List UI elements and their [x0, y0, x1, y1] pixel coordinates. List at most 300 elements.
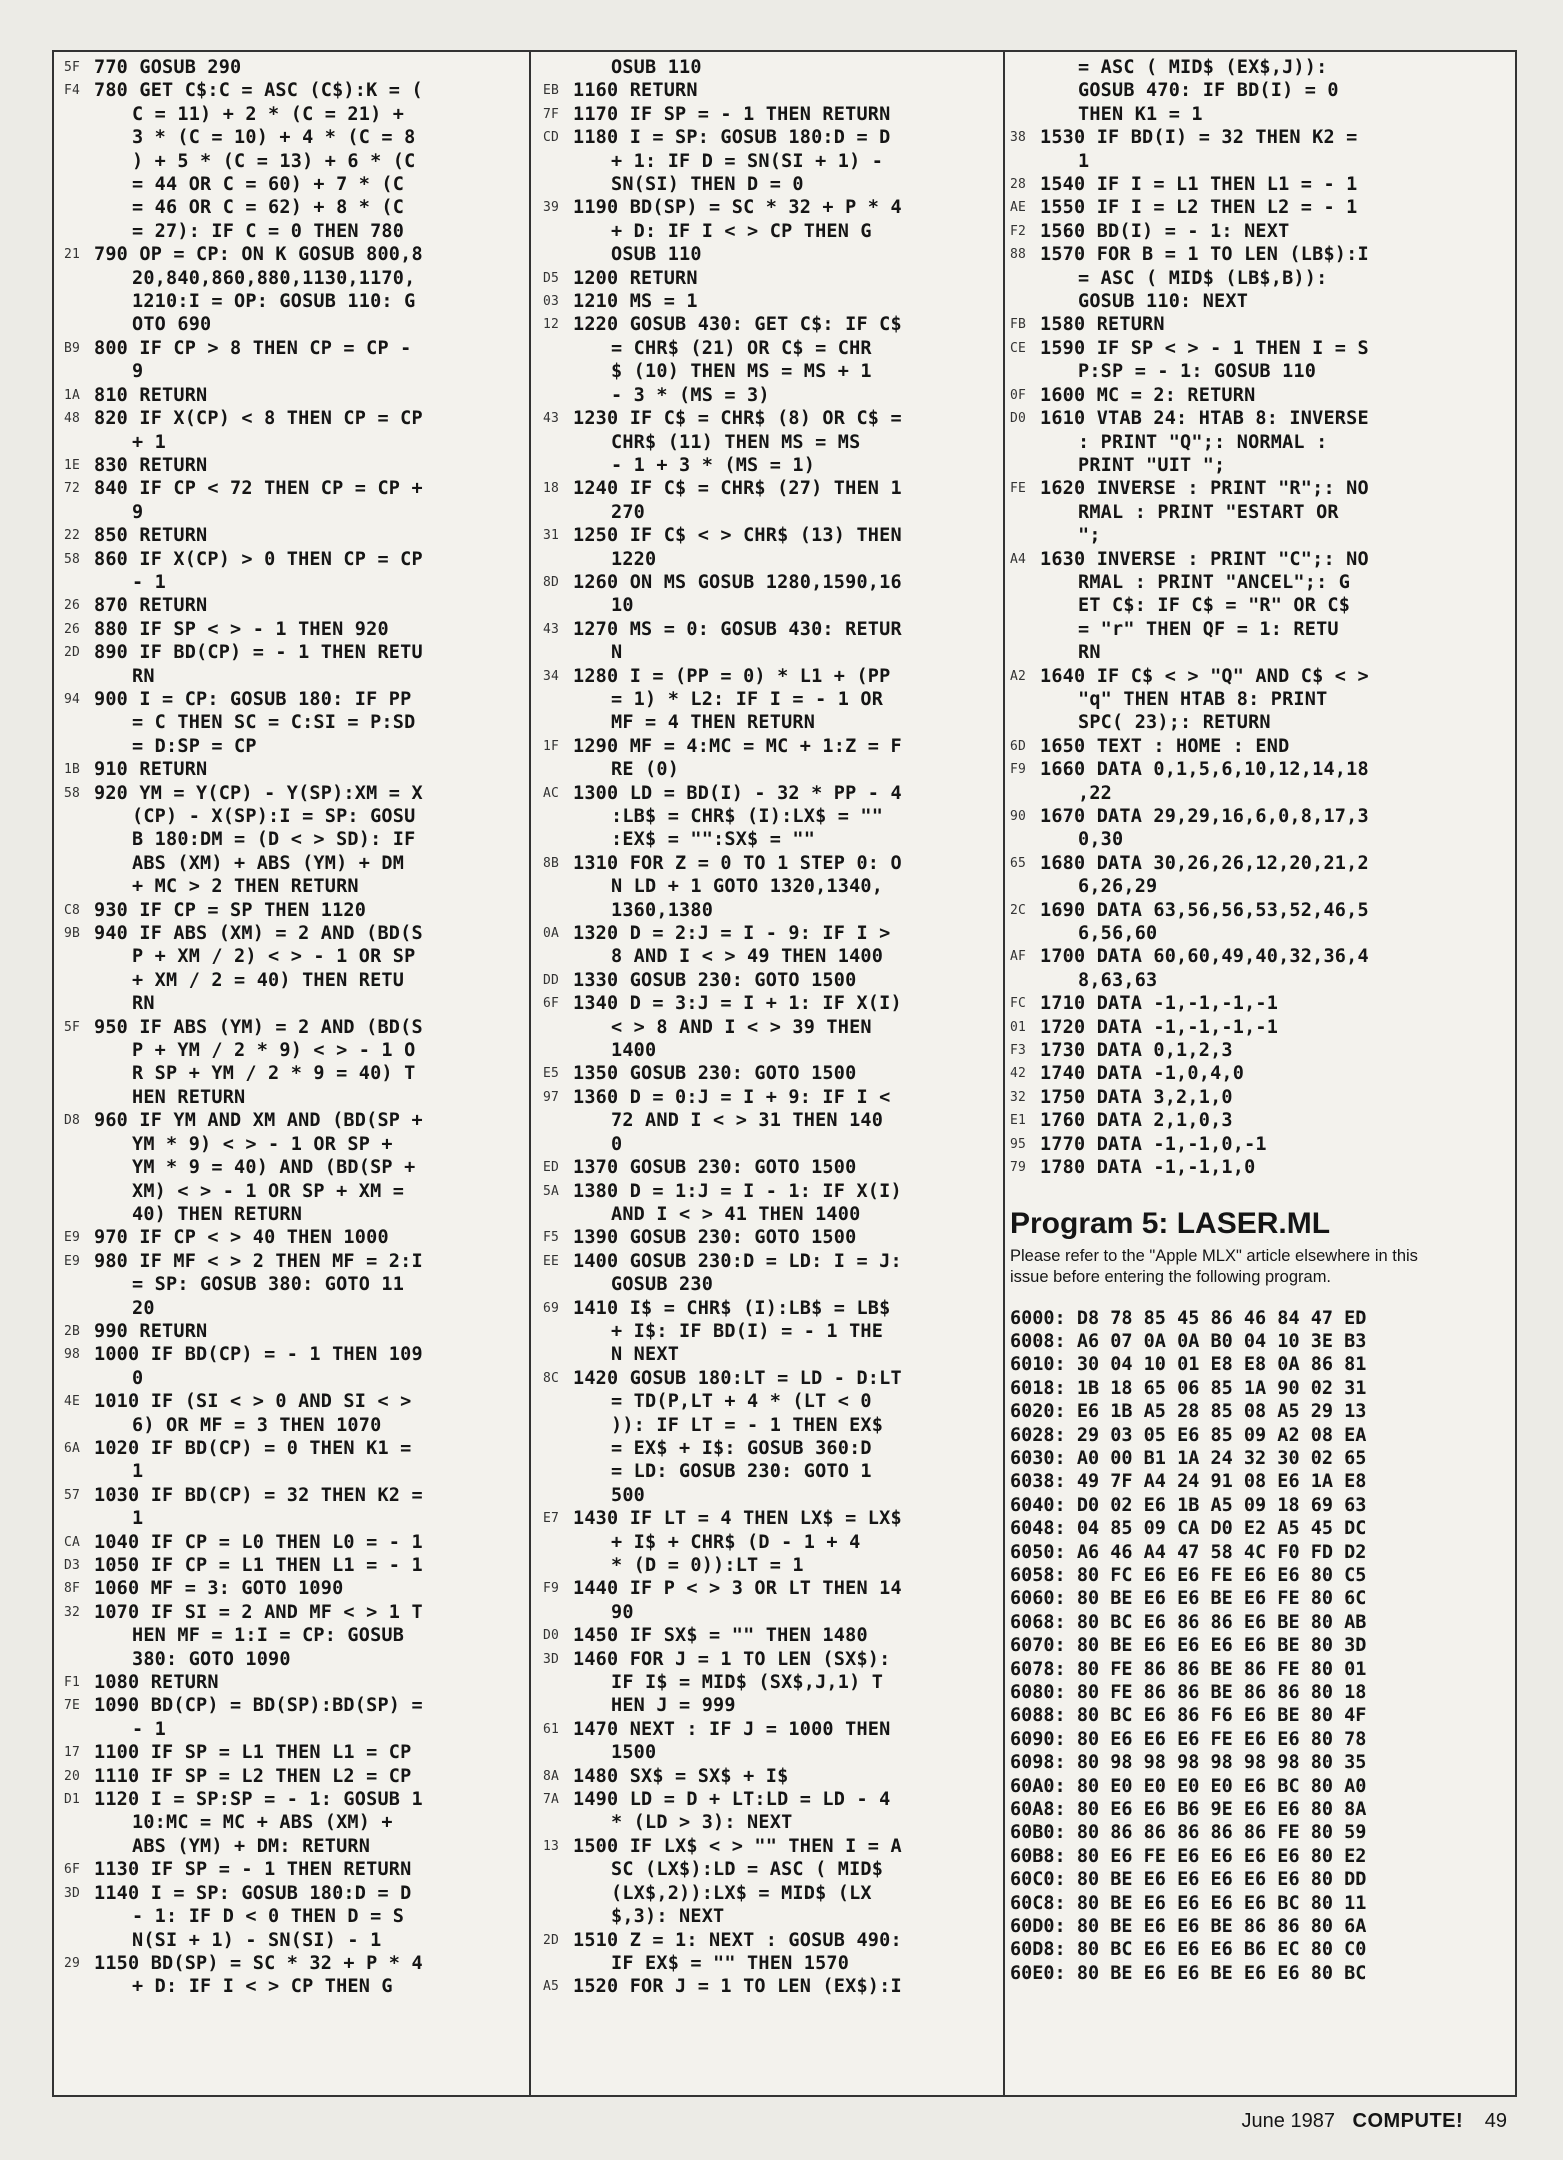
code-line	[64, 1226, 518, 1249]
checksum: CD	[543, 130, 560, 146]
code-line	[64, 641, 518, 664]
code-text: 1500 IF LX$ < > "" THEN I = A	[573, 1835, 902, 1857]
checksum: FC	[1010, 996, 1027, 1012]
code-text: 9	[132, 501, 144, 523]
code-text: 1140 I = SP: GOSUB 180:D = D	[94, 1882, 412, 1904]
code-text: : PRINT "Q";: NORMAL :	[1078, 431, 1328, 453]
code-line	[543, 79, 999, 102]
code-line	[64, 1203, 518, 1226]
code-text: 910 RETURN	[94, 759, 208, 781]
checksum: 88	[1010, 247, 1027, 263]
code-text: 1130 IF SP = - 1 THEN RETURN	[94, 1859, 412, 1881]
code-text: 960 IF YM AND XM AND (BD(SP +	[94, 1110, 423, 1132]
code-line	[1010, 711, 1516, 734]
checksum: 31	[543, 528, 560, 544]
code-line	[64, 1694, 518, 1717]
code-text: 1030 IF BD(CP) = 32 THEN K2 =	[94, 1484, 423, 1506]
code-line	[64, 1062, 518, 1085]
checksum: E9	[64, 1253, 81, 1269]
checksum: E7	[543, 1511, 560, 1527]
checksum: 95	[1010, 1136, 1027, 1152]
code-line	[64, 79, 518, 102]
code-line	[543, 688, 999, 711]
code-text: 1350 GOSUB 230: GOTO 1500	[573, 1063, 857, 1085]
hex-line: 60A0: 80 E0 E0 E0 E0 E6 BC 80 A0	[1010, 1775, 1367, 1797]
code-line	[543, 618, 999, 641]
code-text: 1210 MS = 1	[573, 291, 698, 313]
code-line	[64, 875, 518, 898]
code-line	[543, 735, 999, 758]
code-line	[1010, 735, 1516, 758]
code-line	[64, 173, 518, 196]
code-line	[543, 1671, 999, 1694]
code-text: 1450 IF SX$ = "" THEN 1480	[573, 1625, 868, 1647]
checksum: AC	[543, 785, 560, 801]
code-line	[64, 1437, 518, 1460]
code-line	[64, 665, 518, 688]
code-line	[543, 1694, 999, 1717]
code-text: 1100 IF SP = L1 THEN L1 = CP	[94, 1742, 412, 1764]
code-line	[64, 922, 518, 945]
code-text: 1320 D = 2:J = I - 9: IF I >	[573, 923, 891, 945]
checksum: 8C	[543, 1370, 560, 1386]
code-line	[543, 1507, 999, 1530]
column-divider	[1003, 50, 1005, 2097]
code-text: IF I$ = MID$ (SX$,J,1) T	[611, 1672, 884, 1694]
code-text: 1470 NEXT : IF J = 1000 THEN	[573, 1718, 891, 1740]
code-line	[1010, 618, 1516, 641]
code-line	[543, 594, 999, 617]
code-text: 1170 IF SP = - 1 THEN RETURN	[573, 103, 891, 125]
code-line	[543, 969, 999, 992]
code-text: 1050 IF CP = L1 THEN L1 = - 1	[94, 1555, 423, 1576]
checksum: 98	[64, 1347, 81, 1363]
code-line	[543, 1741, 999, 1764]
checksum: D0	[543, 1628, 560, 1644]
code-text: 1570 FOR B = 1 TO LEN (LB$):I	[1040, 244, 1369, 266]
code-text: 1220	[611, 548, 657, 570]
code-line	[64, 1320, 518, 1343]
code-line	[543, 782, 999, 805]
code-text: THEN K1 = 1	[1078, 103, 1203, 125]
checksum: 43	[543, 411, 560, 427]
code-text: + D: IF I < > CP THEN G	[132, 1976, 393, 1998]
code-line	[543, 103, 999, 126]
code-text: N(SI + 1) - SN(SI) - 1	[132, 1929, 382, 1951]
code-text: N LD + 1 GOTO 1320,1340,	[611, 876, 884, 898]
code-text: 1530 IF BD(I) = 32 THEN K2 =	[1040, 127, 1358, 149]
code-text: XM) < > - 1 OR SP + XM =	[132, 1180, 405, 1202]
checksum: FB	[1010, 317, 1027, 333]
code-line	[64, 150, 518, 173]
code-line	[1010, 360, 1516, 383]
checksum: 43	[543, 621, 560, 637]
code-line	[64, 688, 518, 711]
code-line	[1010, 852, 1516, 875]
code-line	[543, 1226, 999, 1249]
checksum: 69	[543, 1300, 560, 1316]
code-line	[64, 1905, 518, 1928]
checksum: F5	[543, 1230, 560, 1246]
code-text: 1110 IF SP = L2 THEN L2 = CP	[94, 1765, 412, 1787]
code-line	[543, 1203, 999, 1226]
code-line	[64, 477, 518, 500]
code-line	[1010, 313, 1516, 336]
checksum: 94	[64, 691, 81, 707]
code-text: 1430 IF LT = 4 THEN LX$ = LX$	[573, 1508, 902, 1530]
code-text: GOSUB 230	[611, 1274, 714, 1296]
code-line	[1010, 805, 1516, 828]
code-line	[64, 782, 518, 805]
code-text: 820 IF X(CP) < 8 THEN CP = CP	[94, 408, 423, 430]
code-line	[1010, 243, 1516, 266]
code-text: ,22	[1078, 782, 1113, 804]
code-line	[64, 1765, 518, 1788]
code-text: 900 I = CP: GOSUB 180: IF PP	[94, 688, 412, 710]
checksum: 13	[543, 1838, 560, 1854]
checksum: C8	[64, 902, 81, 918]
code-text: 1370 GOSUB 230: GOTO 1500	[573, 1157, 857, 1179]
code-line	[64, 1039, 518, 1062]
code-text: 1070 IF SI = 2 AND MF < > 1 T	[94, 1601, 423, 1623]
code-text: - 1 + 3 * (MS = 1)	[611, 454, 816, 476]
code-line	[64, 501, 518, 524]
checksum: CA	[64, 1534, 81, 1550]
code-line	[543, 1952, 999, 1975]
code-text: 930 IF CP = SP THEN 1120	[94, 899, 367, 921]
code-text: 770 GOSUB 290	[94, 57, 242, 78]
code-text: 1150 BD(SP) = SC * 32 + P * 4	[94, 1952, 423, 1974]
code-text: 1410 I$ = CHR$ (I):LB$ = LB$	[573, 1297, 891, 1319]
code-line	[1010, 524, 1516, 547]
code-text: 1340 D = 3:J = I + 1: IF X(I)	[573, 993, 902, 1015]
code-line	[64, 290, 518, 313]
code-text: 20	[132, 1297, 155, 1319]
code-text: + XM / 2 = 40) THEN RETU	[132, 969, 405, 991]
hex-line: 6008: A6 07 0A 0A B0 04 10 3E B3	[1010, 1330, 1367, 1352]
code-line	[64, 1858, 518, 1881]
code-text: 0	[611, 1133, 623, 1155]
code-text: 1480 SX$ = SX$ + I$	[573, 1765, 789, 1787]
checksum: 20	[64, 1768, 81, 1784]
code-text: RN	[1078, 642, 1101, 664]
code-text: SC (LX$):LD = ASC ( MID$	[611, 1859, 884, 1881]
code-line	[64, 1414, 518, 1437]
code-line	[64, 618, 518, 641]
code-text: 1000 IF BD(CP) = - 1 THEN 109	[94, 1344, 423, 1366]
code-text: HEN J = 999	[611, 1695, 736, 1717]
code-text: - 1: IF D < 0 THEN D = S	[132, 1906, 405, 1928]
code-line	[543, 313, 999, 336]
code-text: 10:MC = MC + ABS (XM) +	[132, 1812, 393, 1834]
code-text: 1	[132, 1508, 144, 1530]
code-text: 1180 I = SP: GOSUB 180:D = D	[573, 127, 891, 149]
code-line	[1010, 1133, 1516, 1156]
code-line	[64, 1250, 518, 1273]
code-text: (CP) - X(SP):I = SP: GOSU	[132, 806, 416, 827]
magazine-name: COMPUTE!	[1352, 2110, 1464, 2132]
code-text: + MC > 2 THEN RETURN	[132, 876, 359, 898]
code-text: 0,30	[1078, 829, 1124, 851]
checksum: 32	[64, 1604, 81, 1620]
code-text: + 1	[132, 431, 167, 453]
code-line	[64, 594, 518, 617]
code-text: 270	[611, 501, 646, 523]
checksum: 6A	[64, 1440, 81, 1456]
code-line	[1010, 641, 1516, 664]
code-line	[64, 1297, 518, 1320]
code-line	[543, 360, 999, 383]
code-line	[1010, 337, 1516, 360]
code-line	[543, 407, 999, 430]
code-line	[64, 1554, 518, 1577]
checksum: 58	[64, 551, 81, 567]
code-text: 380: GOTO 1090	[132, 1648, 291, 1670]
code-line	[64, 1929, 518, 1952]
checksum: 9B	[64, 926, 81, 942]
code-text: = TD(P,LT + 4 * (LT < 0	[611, 1391, 872, 1413]
checksum: F3	[1010, 1043, 1027, 1059]
checksum: 26	[64, 598, 81, 614]
code-text: 1560 BD(I) = - 1: NEXT	[1040, 220, 1290, 242]
code-line	[543, 852, 999, 875]
code-text: 1120 I = SP:SP = - 1: GOSUB 1	[94, 1789, 423, 1811]
code-text: YM * 9 = 40) AND (BD(SP +	[132, 1157, 416, 1179]
code-text: 1400	[611, 1040, 657, 1062]
checksum: 3D	[543, 1651, 560, 1667]
checksum: 7A	[543, 1792, 560, 1808]
code-text: 8,63,63	[1078, 969, 1158, 991]
code-text: 870 RETURN	[94, 595, 208, 617]
checksum: 5F	[64, 1019, 81, 1035]
code-line	[543, 758, 999, 781]
code-text: - 1	[132, 571, 167, 593]
code-text: 1720 DATA -1,-1,-1,-1	[1040, 1016, 1279, 1038]
checksum: A2	[1010, 668, 1027, 684]
code-line	[64, 431, 518, 454]
code-text: 1420 GOSUB 180:LT = LD - D:LT	[573, 1367, 902, 1389]
hex-line: 60E0: 80 BE E6 E6 BE E6 E6 80 BC	[1010, 1962, 1367, 1984]
code-line	[543, 1180, 999, 1203]
code-text: 1190 BD(SP) = SC * 32 + P * 4	[573, 197, 902, 219]
checksum: 65	[1010, 855, 1027, 871]
code-text: 1280 I = (PP = 0) * L1 + (PP	[573, 665, 891, 687]
code-text: = LD: GOSUB 230: GOTO 1	[611, 1461, 872, 1483]
code-text: R SP + YM / 2 * 9 = 40) T	[132, 1063, 416, 1085]
code-text: 1640 IF C$ < > "Q" AND C$ < >	[1040, 665, 1369, 687]
code-text: 980 IF MF < > 2 THEN MF = 2:I	[94, 1250, 423, 1272]
code-text: OTO 690	[132, 314, 212, 336]
checksum: 2B	[64, 1323, 81, 1339]
checksum: D1	[64, 1792, 81, 1808]
code-line	[1010, 571, 1516, 594]
code-text: 6) OR MF = 3 THEN 1070	[132, 1414, 382, 1436]
code-text: 1660 DATA 0,1,5,6,10,12,14,18	[1040, 759, 1369, 781]
code-line	[1010, 992, 1516, 1015]
code-line	[1010, 1086, 1516, 1109]
code-line	[1010, 56, 1516, 79]
code-line	[1010, 969, 1516, 992]
code-line	[1010, 758, 1516, 781]
code-text: 1710 DATA -1,-1,-1,-1	[1040, 993, 1279, 1015]
code-line	[543, 267, 999, 290]
code-line	[64, 852, 518, 875]
code-text: RMAL : PRINT "ANCEL";: G	[1078, 571, 1351, 593]
code-text: = 1) * L2: IF I = - 1 OR	[611, 688, 884, 710]
hex-line: 6080: 80 FE 86 86 BE 86 86 80 18	[1010, 1682, 1367, 1703]
code-line	[64, 313, 518, 336]
code-line	[543, 431, 999, 454]
checksum: 2D	[543, 1932, 560, 1948]
code-line	[64, 1718, 518, 1741]
code-text: 1250 IF C$ < > CHR$ (13) THEN	[573, 525, 902, 547]
checksum: F1	[64, 1675, 81, 1691]
code-line	[1010, 267, 1516, 290]
code-line	[543, 1109, 999, 1132]
code-text: + 1: IF D = SN(SI + 1) -	[611, 150, 884, 172]
code-text: $ (10) THEN MS = MS + 1	[611, 361, 872, 383]
code-text: 920 YM = Y(CP) - Y(SP):XM = X	[94, 782, 423, 804]
code-text: 880 IF SP < > - 1 THEN 920	[94, 618, 389, 640]
code-text: "q" THEN HTAB 8: PRINT	[1078, 688, 1328, 710]
code-text: SPC( 23);: RETURN	[1078, 712, 1271, 734]
hex-line: 6028: 29 03 05 E6 85 09 A2 08 EA	[1010, 1424, 1367, 1446]
code-line	[543, 1367, 999, 1390]
code-text: 1680 DATA 30,26,26,12,20,21,2	[1040, 852, 1369, 874]
code-line	[1010, 594, 1516, 617]
code-text: AND I < > 41 THEN 1400	[611, 1203, 861, 1225]
checksum: 6F	[543, 996, 560, 1012]
code-text: 1330 GOSUB 230: GOTO 1500	[573, 969, 857, 991]
code-line	[543, 665, 999, 688]
code-line	[543, 1460, 999, 1483]
code-line	[1010, 220, 1516, 243]
code-text: 1210:I = OP: GOSUB 110: G	[132, 291, 416, 313]
code-text: 1270 MS = 0: GOSUB 430: RETUR	[573, 618, 902, 640]
code-line	[1010, 454, 1516, 477]
checksum: 5A	[543, 1183, 560, 1199]
checksum: 8A	[543, 1768, 560, 1784]
code-line	[1010, 126, 1516, 149]
code-text: RN	[132, 665, 155, 687]
code-text: + D: IF I < > CP THEN G	[611, 220, 872, 242]
code-line	[64, 1648, 518, 1671]
code-line	[543, 548, 999, 571]
code-text: ABS (YM) + DM: RETURN	[132, 1835, 371, 1857]
hex-line: 6000: D8 78 85 45 86 46 84 47 ED	[1010, 1307, 1367, 1329]
code-line	[543, 524, 999, 547]
hex-line: 6048: 04 85 09 CA D0 E2 A5 45 DC	[1010, 1518, 1367, 1540]
code-line	[64, 1180, 518, 1203]
hex-line: 6020: E6 1B A5 28 85 08 A5 29 13	[1010, 1401, 1367, 1423]
code-text: 840 IF CP < 72 THEN CP = CP +	[94, 478, 423, 500]
code-line	[543, 337, 999, 360]
checksum: 97	[543, 1089, 560, 1105]
checksum: 1F	[543, 738, 560, 754]
checksum: 7E	[64, 1698, 81, 1714]
code-text: 860 IF X(CP) > 0 THEN CP = CP	[94, 548, 423, 570]
code-line	[64, 992, 518, 1015]
code-text: 1080 RETURN	[94, 1672, 219, 1694]
checksum: A5	[543, 1979, 560, 1995]
code-text: 1750 DATA 3,2,1,0	[1040, 1086, 1233, 1108]
code-text: 1010 IF (SI < > 0 AND SI < >	[94, 1391, 412, 1413]
code-line	[543, 641, 999, 664]
checksum: 1E	[64, 457, 81, 473]
hex-line: 6088: 80 BC E6 86 F6 E6 BE 80 4F	[1010, 1705, 1367, 1727]
code-text: * (LD > 3): NEXT	[611, 1812, 793, 1834]
code-text: = SP: GOSUB 380: GOTO 11	[132, 1274, 405, 1296]
hex-line: 6030: A0 00 B1 1A 24 32 30 02 65	[1010, 1447, 1367, 1469]
code-text: N NEXT	[611, 1344, 680, 1366]
code-text: :LB$ = CHR$ (I):LX$ = ""	[611, 806, 884, 827]
code-text: 950 IF ABS (YM) = 2 AND (BD(S	[94, 1016, 423, 1038]
code-line	[64, 1507, 518, 1530]
code-line	[64, 243, 518, 266]
code-line	[64, 1671, 518, 1694]
code-line	[64, 267, 518, 290]
code-line	[543, 1039, 999, 1062]
code-line	[543, 1811, 999, 1834]
code-text: = 46 OR C = 62) + 8 * (C	[132, 197, 405, 219]
code-text: N	[611, 642, 623, 664]
code-line	[1010, 875, 1516, 898]
code-line	[543, 992, 999, 1015]
code-line	[64, 1835, 518, 1858]
code-text: 1520 FOR J = 1 TO LEN (EX$):I	[573, 1976, 902, 1998]
code-line	[543, 1086, 999, 1109]
code-text: RE (0)	[611, 759, 680, 781]
code-text: RMAL : PRINT "ESTART OR	[1078, 501, 1339, 523]
code-line	[543, 126, 999, 149]
code-line	[64, 1601, 518, 1624]
hex-line: 6078: 80 FE 86 86 BE 86 FE 80 01	[1010, 1658, 1367, 1680]
code-line	[64, 1811, 518, 1834]
hex-line: 6098: 80 98 98 98 98 98 98 80 35	[1010, 1752, 1367, 1774]
code-line	[543, 1016, 999, 1039]
checksum: F4	[64, 83, 81, 99]
code-text: 810 RETURN	[94, 384, 208, 406]
code-line	[64, 828, 518, 851]
code-text: RN	[132, 993, 155, 1015]
code-text: 850 RETURN	[94, 525, 208, 547]
checksum: 2D	[64, 645, 81, 661]
code-line	[1010, 290, 1516, 313]
hex-line: 6058: 80 FC E6 E6 FE E6 E6 80 C5	[1010, 1564, 1367, 1586]
checksum: A4	[1010, 551, 1027, 567]
code-text: 1580 RETURN	[1040, 314, 1165, 336]
checksum: EE	[543, 1253, 560, 1269]
code-line	[64, 454, 518, 477]
code-line	[543, 1531, 999, 1554]
checksum: 6F	[64, 1862, 81, 1878]
code-line	[543, 384, 999, 407]
code-line	[64, 384, 518, 407]
code-text: P + XM / 2) < > - 1 OR SP	[132, 946, 416, 968]
hex-line: 6068: 80 BC E6 86 86 E6 BE 80 AB	[1010, 1611, 1367, 1633]
code-line	[543, 1975, 999, 1998]
code-line	[543, 290, 999, 313]
code-line	[1010, 1109, 1516, 1132]
checksum: 79	[1010, 1160, 1027, 1176]
code-text: 1310 FOR Z = 0 TO 1 STEP 0: O	[573, 852, 902, 874]
code-text: YM * 9) < > - 1 OR SP +	[132, 1133, 393, 1155]
checksum: 2C	[1010, 902, 1027, 918]
code-line	[64, 1577, 518, 1600]
code-text: 10	[611, 595, 634, 617]
code-text: 6,56,60	[1078, 923, 1158, 945]
code-line	[543, 571, 999, 594]
